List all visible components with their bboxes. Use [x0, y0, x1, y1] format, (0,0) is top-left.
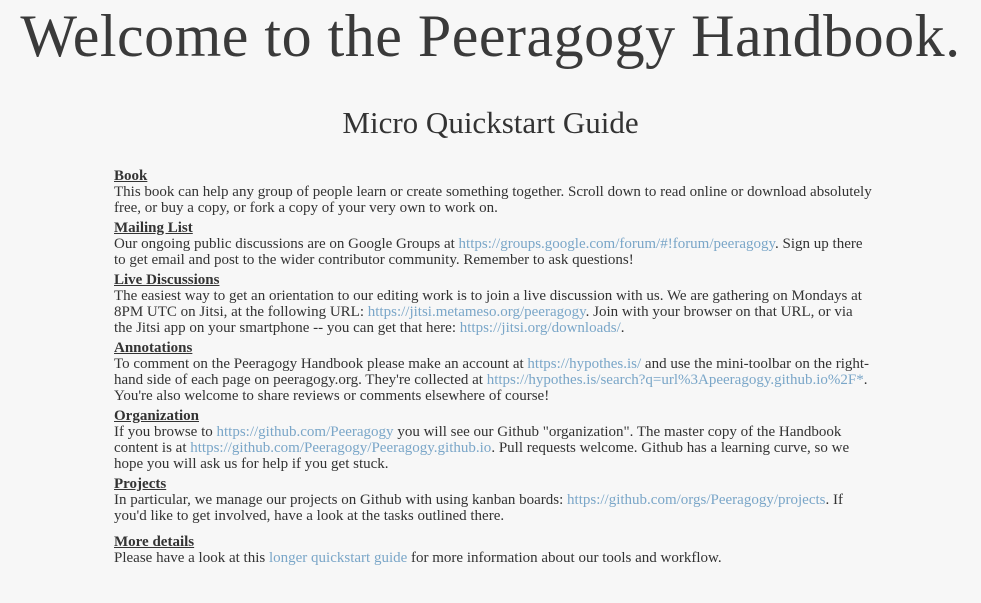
- more-text-2: for more information about our tools and workflow.: [407, 550, 722, 566]
- live-text-1: The easiest way to get an orientation to our editing work is to join a live discussion with us. We are gathering on Mondays at 8PM UTC on Jitsi, at the following URL:: [114, 288, 862, 320]
- section-annotations: [114, 340, 874, 404]
- section-mailing-list: [114, 220, 874, 268]
- section-text-mailing-list: [114, 236, 874, 268]
- section-book: [114, 168, 874, 216]
- hypothesis-link[interactable]: https://hypothes.is/: [527, 356, 642, 372]
- google-groups-link[interactable]: https://groups.google.com/forum/#!forum/peeragogy: [458, 236, 776, 252]
- page-title: Welcome to the Peeragogy Handbook.: [20, 3, 961, 69]
- organization-text-2: you will see our Github "organization". The master copy of the Handbook content is at: [114, 424, 842, 456]
- section-text-live-discussions: [114, 288, 874, 336]
- mailing-text-1: Our ongoing public discussions are on Google Groups at: [114, 236, 459, 252]
- github-org-link[interactable]: https://github.com/Peeragogy: [216, 424, 394, 440]
- section-organization: [114, 408, 874, 472]
- section-heading-mailing-list: Mailing List: [114, 220, 193, 236]
- section-live-discussions: [114, 272, 874, 336]
- section-text-organization: [114, 424, 874, 472]
- live-text-3: .: [620, 320, 625, 336]
- jitsi-room-link[interactable]: https://jitsi.metameso.org/peeragogy: [367, 304, 586, 320]
- section-text-annotations: [114, 356, 874, 404]
- section-text-more-details: [114, 550, 874, 566]
- organization-text-1: If you browse to: [114, 424, 217, 440]
- section-projects: [114, 476, 874, 524]
- section-heading-annotations: Annotations: [114, 340, 193, 356]
- section-heading-projects: Projects: [114, 476, 167, 492]
- section-heading-live-discussions: Live Discussions: [114, 272, 220, 288]
- annotations-text-1: To comment on the Peeragogy Handbook please make an account at: [114, 356, 528, 372]
- hypothesis-search-link[interactable]: https://hypothes.is/search?q=url%3Apeeragogy.github.io%2F*: [486, 372, 864, 388]
- github-repo-link[interactable]: https://github.com/Peeragogy/Peeragogy.github.io: [190, 440, 492, 456]
- organization-text-3: . Pull requests welcome. Github has a learning curve, so we hope you will ask us for help if you get stuck.: [114, 440, 850, 472]
- live-text-2: . Join with your browser on that URL, or via the Jitsi app on your smartphone -- you can get that here:: [114, 304, 853, 336]
- jitsi-downloads-link[interactable]: https://jitsi.org/downloads/: [459, 320, 621, 336]
- more-text-1: Please have a look at this: [114, 550, 269, 566]
- annotations-text-3: . You're also welcome to share reviews or comments elsewhere of course!: [114, 372, 868, 404]
- section-more-details: [114, 534, 874, 566]
- section-text-book: This book can help any group of people learn or create something together. Scroll down to read online or download absolutely free, or buy a copy, or fork a copy of your very own to work on.: [114, 184, 872, 216]
- github-projects-link[interactable]: https://github.com/orgs/Peeragogy/projects: [567, 492, 826, 508]
- projects-text-1: In particular, we manage our projects on Github with using kanban boards:: [114, 492, 568, 508]
- annotations-text-2: and use the mini-toolbar on the right-hand side of each page on peeragogy.org. They're collected at: [114, 356, 870, 388]
- section-heading-organization: Organization: [114, 408, 199, 424]
- longer-quickstart-link[interactable]: longer quickstart guide: [268, 550, 408, 566]
- section-text-projects: [114, 492, 874, 524]
- guide-subtitle: Micro Quickstart Guide: [342, 105, 639, 140]
- quickstart-guide: [114, 168, 874, 570]
- section-heading-book: Book: [114, 168, 148, 184]
- mailing-text-2: . Sign up there to get email and post to the wider contributor community. Remember to ask questions!: [114, 236, 863, 268]
- section-heading-more-details: More details: [114, 534, 195, 550]
- projects-text-2: . If you'd like to get involved, have a look at the tasks outlined there.: [114, 492, 843, 524]
